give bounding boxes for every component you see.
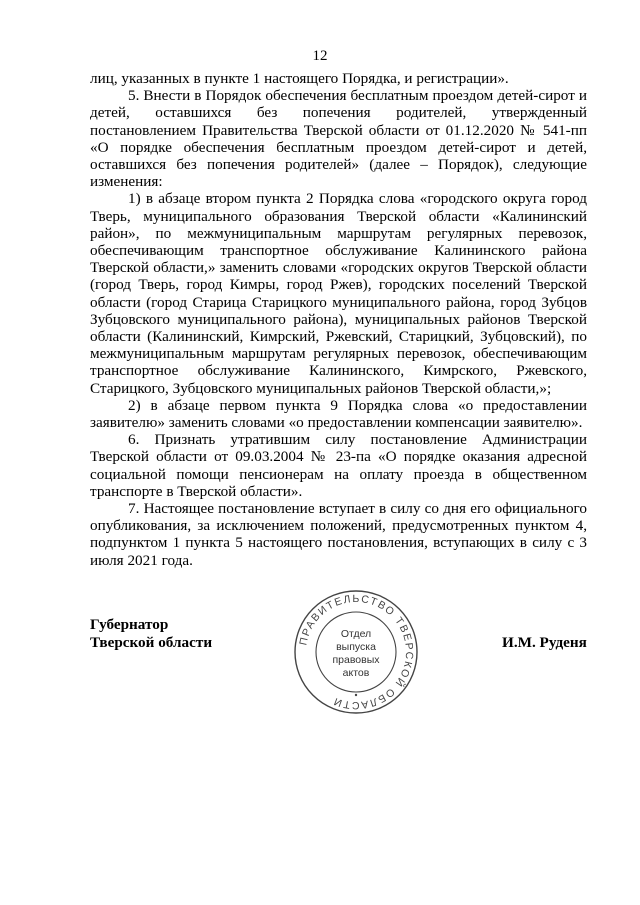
paragraph-item-6: 6. Признать утратившим силу постановление Администрации Тверской области от 09.03.2004 № 23-па «О порядке оказания адресной социальной помощи пенсионерам на оплату проезда в общественном транспорте в Тверской области».	[90, 431, 587, 500]
page-number: 12	[312, 48, 328, 64]
signature-position-line2: Тверской области	[90, 634, 213, 651]
signatory-name: И.М. Руденя	[502, 634, 587, 651]
signature-position-line1: Губернатор	[90, 616, 169, 633]
stamp-line-2: выпуска	[336, 641, 376, 653]
stamp-center-text	[320, 628, 392, 680]
official-stamp	[292, 588, 420, 716]
stamp-line-4: актов	[342, 667, 370, 679]
paragraph-subitem-2: 2) в абзаце первом пункта 9 Порядка слова «о предоставлении заявителю» заменить словами «о предоставлении компенсации заявителю».	[90, 396, 587, 432]
signature-position	[90, 616, 212, 652]
stamp-line-3: правовых	[332, 654, 380, 666]
paragraph-item-7: 7. Настоящее постановление вступает в силу со дня его официального опубликования, за исключением положений, предусмотренных пунктом 4, подпунктом 1 пункта 5 настоящего постановления, вступающих в силу с 3 июля 2021 года.	[90, 500, 587, 569]
document-body	[90, 70, 587, 569]
paragraph-item-5: 5. Внести в Порядок обеспечения бесплатным проездом детей-сирот и детей, оставшихся без попечения родителей, утвержденный постановлением Правительства Тверской области от 01.12.2020 № 541-пп «О порядке обеспечения бесплатным проездом детей-сирот и детей, оставшихся без попечения родителей» (далее – Порядок), следующие изменения:	[90, 87, 587, 191]
paragraph-continuation: лиц, указанных в пункте 1 настоящего Порядка, и регистрации».	[90, 70, 509, 87]
stamp-line-1: Отдел	[340, 628, 372, 640]
stamp-ring-text: ПРАВИТЕЛЬСТВО ТВЕРСКОЙ ОБЛАСТИ	[297, 592, 416, 712]
paragraph-subitem-1: 1) в абзаце втором пункта 2 Порядка слова «городского округа город Тверь, муниципального образования Тверской области «Калининский район», по межмуниципальным маршрутам регулярных перевозок, обеспечивающим транспортное обслуживание Калининского района Тверской области,» заменить словами «городских округов Тверской области (город Тверь, город Кимры, город Ржев), городских поселений Тверской области (город Старица Старицкого муниципального района, город Зубцов Зубцовского муниципального района), муниципальных районов Тверской области (Калининский, Кимрский, Ржевский, Старицкий, Зубцовский), по межмуниципальным маршрутам регулярных перевозок, обеспечивающим транспортное обслуживание Калининского, Кимрского, Ржевского, Старицкого, Зубцовского муниципальных районов Тверской области,»;	[90, 190, 587, 397]
